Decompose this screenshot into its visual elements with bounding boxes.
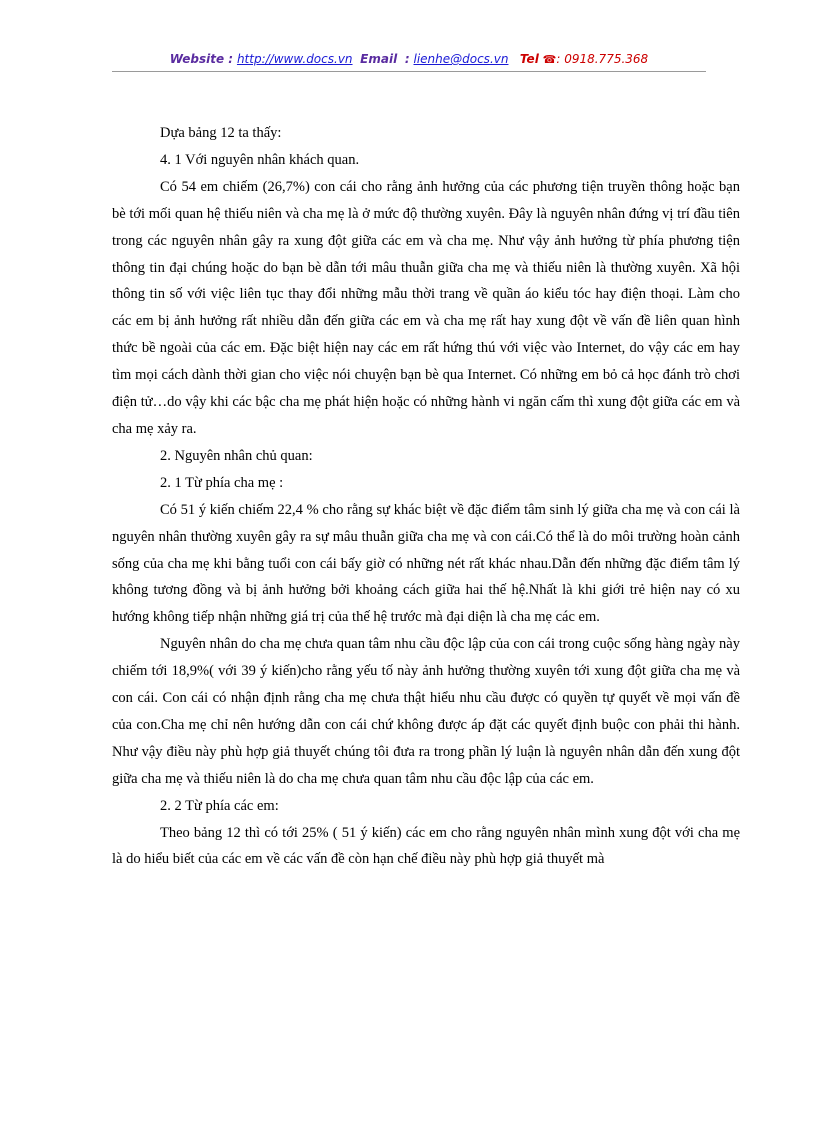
email-link[interactable]: lienhe@docs.vn bbox=[413, 52, 509, 66]
header-divider bbox=[112, 71, 706, 72]
heading-from-children: 2. 2 Từ phía các em: bbox=[160, 797, 279, 814]
page-header bbox=[112, 50, 706, 69]
paragraph-media-influence: Có 54 em chiếm (26,7%) con cái cho rằng ảnh hưởng của các phương tiện truyền thông hoặc bạn bè tới mối quan hệ thiếu niên và cha mẹ là ở mức độ thường xuyên. Đây là nguyên nhân đứng vị trí đầu tiên trong các nguyên nhân gây ra xung đột giữa các em và cha mẹ. Như vậy ảnh hưởng từ phía phương tiện thông tin đại chúng hoặc do bạn bè dẫn tới mâu thuẫn giữa cha mẹ và thiếu niên là thường xuyên. Xã hội thông tin số với việc liên tục thay đổi những mẫu thời trang về quần áo kiểu tóc hay điện thoại. Làm cho các em bị ảnh hưởng rất nhiều dẫn đến giữa các em và cha mẹ rất hay xung đột về vấn đề liên quan hình thức bề ngoài của các em. Đặc biệt hiện nay các em rất hứng thú với việc vào Internet, do vậy các em hay tìm mọi cách dành thời gian cho việc nói chuyện bạn bè qua Internet. Có những em bỏ cả học đánh trò chơi điện tử…do vậy khi các bậc cha mẹ phát hiện hoặc có những hành vi ngăn cấm thì xung đột giữa các em và cha mẹ xảy ra. bbox=[112, 178, 740, 437]
phone-icon: ☎ bbox=[542, 53, 557, 66]
heading-subjective-causes: 2. Nguyên nhân chủ quan: bbox=[160, 447, 313, 464]
paragraph-children-understanding: Theo bảng 12 thì có tới 25% ( 51 ý kiến) các em cho rằng nguyên nhân mình xung đột với cha mẹ là do hiểu biết của các em về các vấn đề còn hạn chế điều này phù hợp giả thuyết mà bbox=[112, 824, 740, 868]
paragraph-psychological-differences: Có 51 ý kiến chiếm 22,4 % cho rằng sự khác biệt về đặc điểm tâm sinh lý giữa cha mẹ và con cái là nguyên nhân thường xuyên gây ra sự mâu thuẫn giữa cha mẹ và con cái.Có thể là do môi trường hoàn cảnh sống của cha mẹ khi bằng tuổi con cái bấy giờ có những nét rất khác nhau.Dẫn đến những đặc điểm tâm lý không tương đồng và bị ảnh hưởng bởi khoảng cách giữa hai thế hệ.Nhất là khi giới trẻ hiện nay có xu hướng không tiếp nhận những giá trị của thế hệ trước mà đại diện là cha mẹ các em. bbox=[112, 501, 740, 626]
email-separator: : bbox=[404, 52, 410, 66]
heading-from-parents: 2. 1 Từ phía cha mẹ : bbox=[160, 474, 284, 491]
website-link[interactable]: http://www.docs.vn bbox=[236, 52, 353, 66]
paragraph-intro: Dựa bảng 12 ta thấy: bbox=[160, 125, 282, 141]
heading-objective-causes: 4. 1 Với nguyên nhân khách quan. bbox=[160, 151, 360, 168]
email-label: Email bbox=[360, 52, 398, 66]
tel-label: Tel bbox=[519, 52, 539, 66]
website-label: Website : bbox=[169, 52, 234, 66]
paragraph-independence-needs: Nguyên nhân do cha mẹ chưa quan tâm nhu cầu độc lập của con cái trong cuộc sống hàng ngày này chiếm tới 18,9%( với 39 ý kiến)cho rằng yếu tố này ảnh hưởng thường xuyên tới xung đột giữa cha mẹ và con cái. Con cái có nhận định rằng cha mẹ chưa thật hiểu nhu cầu được có quyền tự quyết về mọi vấn đề của con.Cha mẹ chỉ nên hướng dẫn con cái chứ không được áp đặt các quyết định buộc con phải thi hành. Như vậy điều này phù hợp giả thuyết chúng tôi đưa ra trong phần lý luận là nguyên nhân dẫn đến xung đột giữa cha mẹ và thiếu niên là do cha mẹ chưa quan tâm nhu cầu độc lập của các em. bbox=[112, 636, 740, 787]
tel-value: : 0918.775.368 bbox=[556, 52, 649, 66]
document-body bbox=[112, 120, 740, 873]
